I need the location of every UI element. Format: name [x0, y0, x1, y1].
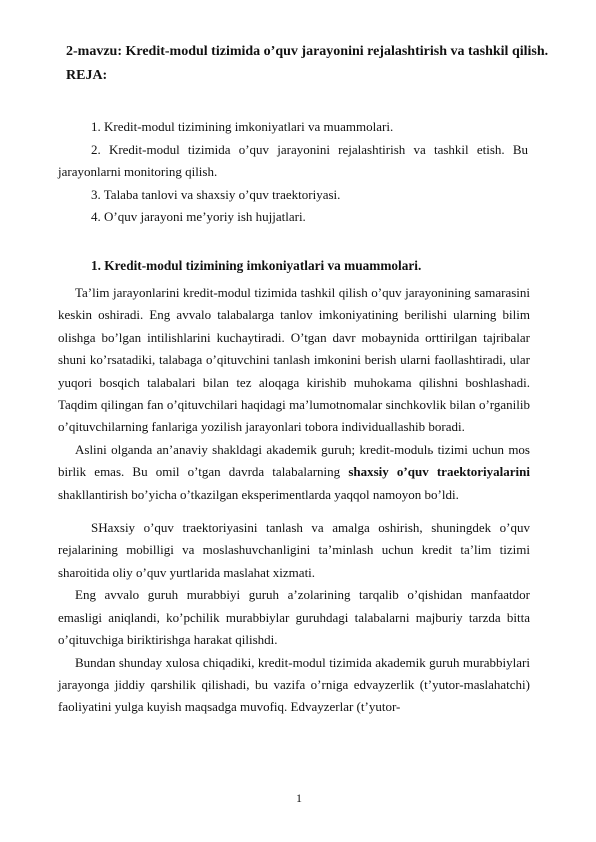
plan-item: 1. Kredit-modul tizimining imkoniyatlari va muammolari.: [91, 119, 394, 134]
plan-item: 4. O’quv jarayoni me’yoriy ish hujjatlari.: [91, 209, 306, 224]
plan-heading: REJA:: [66, 68, 108, 83]
paragraph: [58, 439, 530, 506]
paragraph: Bundan shunday xulosa chiqadiki, kredit-modul tizimida akademik guruh murabbiylari jarayonga jiddiy qarshilik qilishadi, bu vazifa o’rniga edvayzerlik (t’yutor-maslahatchi) faoliyatini yulga kuyish maqsadga muvofiq. Edvayzerlar (t’yutor-: [58, 654, 530, 715]
plan-item: 2. Kredit-modul tizimida o’quv jarayonini rejalashtirish va tashkil etish. Bu jarayonlarni monitoring qilish.: [58, 141, 528, 179]
plan-list: [58, 116, 528, 229]
paragraph: Ta’lim jarayonlarini kredit-modul tizimida tashkil qilish o’quv jarayonining samarasini keskin oshiradi. Eng avvalo talabalarga tanlov imkoniyatining berilishi ularning bilim olishga bo’lgan intilishlarini kuchaytiradi. O’tgan davr mobaynida orttirilgan tajribalar shuni ko’rsatadiki, talabaga o’qituvchini tanlash imkonini berish ularni faollashtiradi, ular yuqori bosqich talabalari bilan tez aloqaga kirishib muhokama qilishni boshlashadi. Taqdim qilingan fan o’qituvchilari haqidagi ma’lumotnomalar sinchkovlik bilan o’rganilib o’qituvchilarning fanlariga yozilish jarayonlari tobora individuallashib boradi.: [58, 285, 530, 435]
page-number: 1: [296, 791, 302, 805]
document-title: 2-mavzu: Kredit-modul tizimida o’quv jarayonini rejalashtirish va tashkil qilish.: [66, 44, 549, 59]
section-heading: 1. Kredit-modul tizimining imkoniyatlari va muammolari.: [91, 258, 422, 273]
section-body: [58, 282, 530, 719]
bold-term: shaxsiy o’quv traektoriyalarini: [348, 464, 530, 480]
paragraph-text: Aslini olganda an’anaviy shakldagi akademik guruh; kredit-modulь tizimi uchun mos birlik emas. Bu omil o’tgan davrda talabalarning: [58, 441, 530, 480]
paragraph-text: shakllantirish bo’yicha o’tkazilgan eksperimentlarda yaqqol namoyon bo’ldi.: [58, 486, 459, 502]
plan-item: 3. Talaba tanlovi va shaxsiy o’quv traektoriyasi.: [91, 186, 341, 202]
paragraph: SHaxsiy o’quv traektoriyasini tanlash va amalga oshirish, shuningdek o’quv rejalarining mobilligi va moslashuvchanligini ta’minlash uchun kredit ta’lim tizimi sharoitida oliy o’quv yurtlarida maslahat xizmati.: [58, 520, 530, 580]
paragraph: Eng avvalo guruh murabbiyi guruh a’zolarining tarqalib o’qishidan manfaatdor emasligi aniqlandi, ko’pchilik murabbiylar guruhdagi talabalarni majburiy tarzda bitta o’qituvchiga biriktirishga harakat qilishdi.: [58, 587, 530, 648]
